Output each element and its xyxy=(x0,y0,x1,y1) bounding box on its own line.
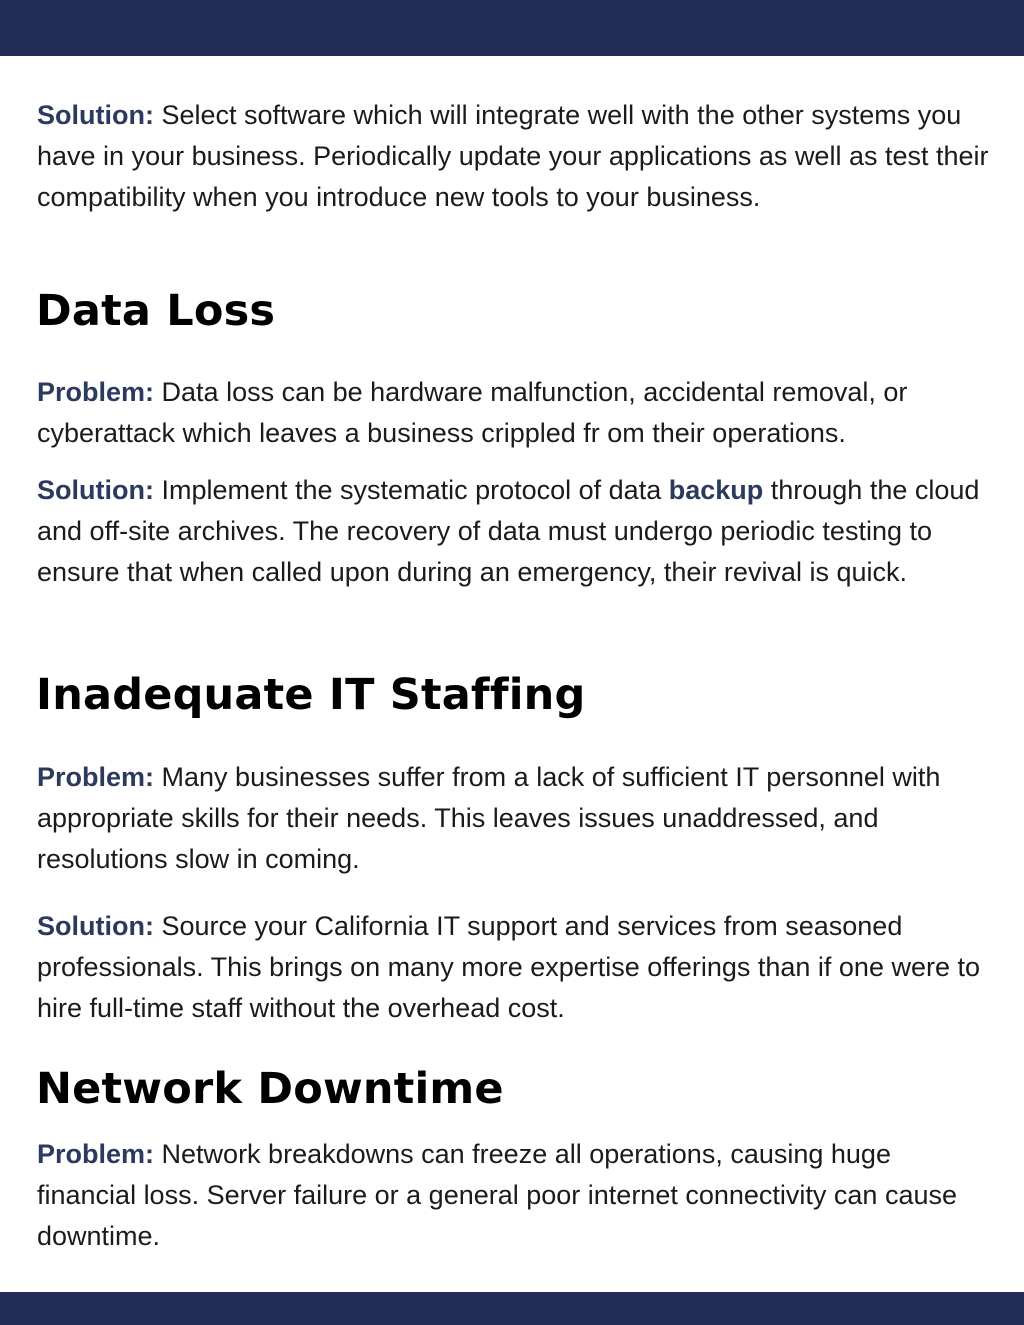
section-heading-data-loss: Data Loss xyxy=(36,286,276,336)
problem-text: Data loss can be hardware malfunction, accidental removal, or cyberattack which leaves a business crippled fr om their operations. xyxy=(37,377,908,448)
data-loss-problem-paragraph xyxy=(37,372,992,454)
staffing-problem-paragraph xyxy=(37,757,992,880)
staffing-solution-paragraph xyxy=(37,906,992,1029)
problem-text: Network breakdowns can freeze all operations, causing huge financial loss. Server failure or a general poor internet connectivity can cause downtime. xyxy=(37,1139,957,1251)
backup-link[interactable]: backup xyxy=(668,475,764,505)
solution-text: Source your California IT support and services from seasoned professionals. This brings on many more expertise offerings than if one were to hire full-time staff without the overhead cost. xyxy=(37,911,980,1023)
data-loss-solution-paragraph xyxy=(37,470,992,593)
downtime-problem-paragraph xyxy=(37,1134,992,1257)
solution-text-continued: through the cloud and off-site archives. The recovery of data must undergo periodic testing to ensure that when called upon during an emergency, their revival is quick. xyxy=(37,475,980,587)
solution-text: Implement the systematic protocol of data xyxy=(153,475,669,505)
section-heading-network-downtime: Network Downtime xyxy=(36,1064,504,1114)
footer-bar xyxy=(0,1292,1024,1325)
solution-text: Select software which will integrate well with the other systems you have in your business. Periodically update your applications as well as test their compatibility when you introduce new tools to your business. xyxy=(37,100,989,212)
intro-solution-paragraph xyxy=(37,95,992,218)
solution-label: Solution: xyxy=(37,911,154,941)
section-heading-inadequate-it-staffing: Inadequate IT Staffing xyxy=(36,670,586,720)
problem-label: Problem: xyxy=(37,377,155,407)
header-bar xyxy=(0,0,1024,56)
solution-label: Solution: xyxy=(37,475,154,505)
solution-label: Solution: xyxy=(37,100,154,130)
problem-label: Problem: xyxy=(37,1139,155,1169)
problem-label: Problem: xyxy=(37,762,155,792)
problem-text: Many businesses suffer from a lack of sufficient IT personnel with appropriate skills for their needs. This leaves issues unaddressed, and resolutions slow in coming. xyxy=(37,762,941,874)
